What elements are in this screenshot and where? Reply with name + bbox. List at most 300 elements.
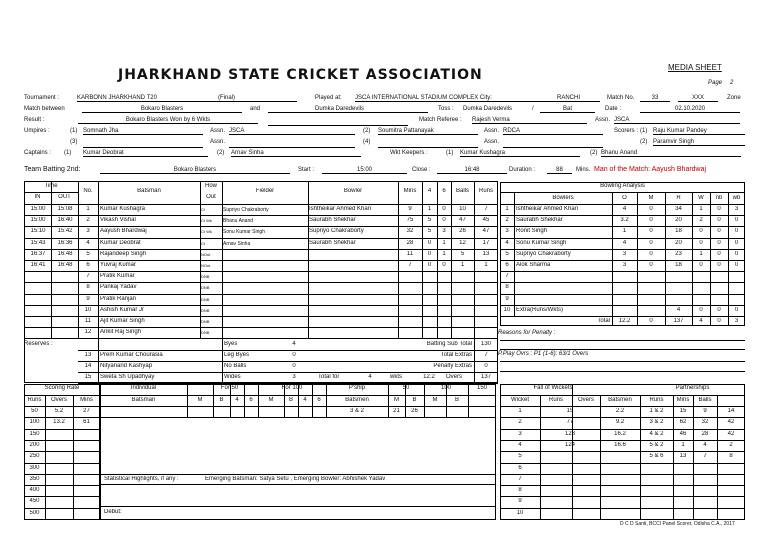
bowling-wb: 0 [734,239,739,246]
extras-row-line [78,350,498,351]
reserve-name: Sweta Sh Upadhyay [100,374,155,380]
batting-sixes: 1 [442,239,446,246]
bowling-o: 4 [622,206,627,212]
batsman-name: Ankit Raj Singh [100,329,142,336]
bowling-total-total_r: 137 [673,318,684,324]
sr-runs: 100 [29,419,40,426]
sr-overs: 13.2 [53,419,65,426]
batting-row-line [24,327,498,328]
header-bowling-o: O [622,195,627,201]
total-label: Penalty Extras [433,363,472,369]
how-out: DNB [201,296,210,302]
bowling-m: 0 [649,262,653,268]
batting-out-time: 15:42 [57,228,73,235]
match-no-value: 33 [640,95,670,102]
header-balls: Balls [455,188,469,194]
result-line [268,125,408,126]
bowling-bowler-name: Ishtheikar Ahmed Khan [516,206,579,212]
bowling-m: 0 [649,217,653,224]
bowling-nb: 0 [717,306,721,313]
bowling-w: 0 [699,239,703,246]
individual-sub-header: M [432,397,438,403]
batting-balls: 1 [460,262,465,268]
bowling-m: 0 [649,206,653,212]
header-in: IN [34,194,41,200]
pship-runs: 15 [679,408,687,414]
fielder-name [223,296,308,297]
bowling-w: 1 [699,206,703,212]
batting-in-time: 16:37 [30,250,46,257]
bowler-no: 4 [505,239,509,246]
bowling-w: 1 [699,250,703,257]
fow-runs: 124 [564,441,575,448]
batting-no: 10 [84,306,92,313]
referee-assn-label: Assn. [595,117,611,123]
batsman-name: Ajit Kumar Singh [100,318,145,324]
bowler-name: Saurabh Shekhar [309,239,356,246]
bowling-row-line [500,238,745,239]
bowling-bowler-name: Sonu Kumar Singh [516,239,567,246]
fielder-name [223,262,308,263]
individual-sub-header: B [219,397,224,403]
bowling-column-line [514,192,515,316]
bowling-r: 23 [675,250,682,257]
batting-no: 5 [86,250,90,257]
bowler-no: 6 [505,262,509,268]
pship-batsmen: 3 & 2 [349,408,364,414]
pship-batsmen: 5 & 6 [649,453,664,460]
umpire2-no: (2) [363,128,371,134]
duration-value: 88 [547,167,572,174]
header-no: No. [83,188,93,194]
header-bowling-w: W [698,195,704,201]
scoring-row-line [24,496,100,497]
umpire4-no: (4) [363,139,371,145]
individual-sub-header: M [394,397,399,403]
pship-balls: 42 [727,430,735,437]
batting-out-time: 16:48 [57,262,73,268]
umpire1-value: Somnath Jha [83,128,203,135]
batting-row-line [24,238,498,239]
batting-mins: 28 [406,239,414,246]
batting-no: 11 [84,318,92,324]
extra-label: Byes [224,341,238,347]
bowling-row-line [500,305,745,306]
total-label: Batting Sub Total [426,341,472,347]
batting-mins: 9 [408,206,412,212]
fielder-name [223,273,308,274]
umpires-label: Umpires : [24,128,50,134]
umpire3-assn-line [229,147,355,148]
scoring-row-line [24,474,100,475]
batting-fours: 0 [427,250,432,257]
sr-runs: 50 [31,408,38,414]
bowling-w: 0 [699,262,703,268]
bowling-nb: 0 [717,262,721,268]
how-out: Ct Wk [201,218,212,224]
pship-batsmen-header: Batsmen [345,397,369,403]
individual-sub-header: 6 [317,397,321,403]
team-b-value: Dumka Daredevils [268,106,428,113]
fow-header-mins: Mins [676,397,690,403]
team-total: 137 [480,374,491,380]
bowler-name: Saurabh Shekhar [309,217,356,224]
bowler-no: 5 [505,250,509,257]
bowling-total-label: Total [597,318,610,324]
umpire4-assn-line [503,147,603,148]
batting-balls: 47 [459,217,466,224]
captain1-value: Kumar Deobrat [83,150,208,157]
zone-label: Zone [727,95,741,101]
fow-runs: 123 [564,430,575,437]
total-value: 130 [480,341,491,347]
fielder-name: Supriyo Chakraborty [223,207,269,213]
batting-balls: 12 [459,239,466,246]
pship-runs: 1 [681,441,685,448]
total-value: 0 [484,363,488,369]
batsman-name: Pratik Kumar [100,273,135,280]
fow-overs: 16.2 [614,430,626,437]
batting-balls: 5 [460,250,465,257]
fow-wicket: 6 [518,464,522,471]
individual-sub-header: M [197,397,203,403]
batting-row-line [24,305,498,306]
umpire2-assn-value: RDCA [503,128,603,135]
batting-fours: 5 [427,228,432,235]
final-label: (Final) [218,95,236,101]
batting-mins: 32 [406,228,414,235]
bowling-wb: 3 [734,206,739,212]
header-mins: Mins [403,188,417,194]
fow-runs: 15 [566,408,574,414]
bowling-m: 0 [649,228,653,235]
time-header-line [24,192,78,193]
bowling-w: 2 [699,217,703,224]
bowling-bowler-name: Saurabh Shekhar [516,217,563,224]
captain1-no: (1) [64,150,72,156]
tournament-label: Tournament : [24,95,60,101]
extra-label: No Balls [224,363,247,369]
city-value: RANCHI [545,95,600,102]
start-label: Start : [298,167,315,173]
batsman-name: Kumar Deobrat [100,239,141,246]
batting-sixes: 1 [442,250,446,257]
header-out: OUT [58,194,71,200]
fow-overs: 2.2 [615,408,625,414]
captains-label: Captains : [24,150,52,156]
how-out: NOut [201,251,211,257]
total-for-label: Total for [318,374,340,380]
umpire3-line [83,147,203,148]
bowling-bowler-name: Ronit Singh [516,228,548,235]
header-sr-overs: Overs [50,397,67,403]
bowling-row-line [500,316,745,317]
bowling-total-total_m: 0 [649,318,653,324]
header-bowling-m: M [648,195,654,201]
bowler-no: 10 [503,306,511,313]
sr-runs: 350 [29,475,40,482]
pship-runs: 62 [679,419,687,426]
sr-runs: 250 [29,453,40,460]
bowling-o: 3 [622,250,627,257]
pship-mins: 28 [701,430,709,437]
batting-sixes: 0 [442,262,446,268]
fow-header-wicket: Wicket [511,397,529,403]
reserve-name: Nityanand Kashyap [100,363,153,369]
extra-label: Wides [224,374,241,380]
bowling-wb: 0 [734,306,739,313]
reasons-line-2 [500,349,745,350]
bowling-wb: 0 [734,250,739,257]
sr-runs: 500 [29,509,40,516]
batting-balls: 10 [459,206,466,212]
bowling-r: 34 [675,206,682,212]
bowling-nb: 0 [717,206,721,212]
bowling-row-line [500,249,745,250]
pship-balls: 26 [411,408,418,414]
batting-runs: 13 [482,250,490,257]
pship-balls: 42 [727,419,735,426]
total-overs: 12.2 [423,374,435,380]
batting-in-time: 15:10 [30,228,46,235]
header-bowler: Bowler [343,188,363,194]
for-50-label: For 50 [220,385,239,391]
pship-balls: 2 [729,441,733,448]
batting-fours: 0 [427,262,432,268]
umpire1-assn-value: JSCA [229,128,355,135]
pship-runs: 46 [679,430,687,437]
sr-runs: 400 [29,487,40,494]
individual-title: Individual [130,385,157,391]
bowler-no: 9 [505,295,509,302]
highlights-line [100,484,496,485]
reserve-no: 15 [84,374,92,380]
result-value: Bokaro Blasters Won by 6 Wkts [78,117,258,124]
batting-no: 6 [86,262,90,268]
debut-label: Debut: [104,509,122,515]
fielder-name [223,329,308,330]
header-bowling-r: R [676,195,681,201]
team-a-value: Bokaro Blasters [82,106,242,113]
umpire3-assn-label: Assn. [210,139,226,145]
batting-no: 8 [86,284,90,291]
bowler-no: 2 [505,217,509,224]
bowler-name: Supriyo Chakraborty [309,228,364,235]
umpire1-no: (1) [70,128,78,134]
individual-sub-header: M [268,397,274,403]
bowling-r: 4 [676,306,681,313]
mins-label: Mins. [576,167,591,173]
batting-in-time: 15:00 [30,206,46,212]
bowling-r: 18 [675,228,682,235]
fow-wicket: 8 [518,487,522,494]
man-of-the-match: Man of the Match: Aayush Bhardwaj [594,166,707,173]
highlights-text: Emerging Batsman: Satya Setu , Emerging Bowler: Abhishek Yadav [205,476,386,482]
fow-row-line [500,485,745,486]
bowling-bowler-name: Supriyo Chakraborty [516,250,571,257]
reasons-for-penalty: Reasons for Penalty : [498,330,556,336]
fow-row-line [500,451,745,452]
how-out: DNB [201,307,210,313]
batting-fours: 0 [427,239,432,246]
umpire2-value: Soumitra Pattanayak [378,128,478,135]
bowling-wb: 0 [734,228,739,235]
sr-runs: 200 [29,441,40,448]
reserves-column-line [98,339,99,383]
sr-overs: 5.2 [54,408,64,414]
pplay-line [500,361,745,362]
bowling-nb: 0 [717,228,721,235]
scoring-row-line [24,429,100,430]
batting-no: 12 [84,329,92,336]
match-no-label: Match No. [607,95,635,101]
bowling-row-line [500,294,745,295]
pship-batsmen: 3 & 2 [649,419,664,426]
scoring-row-line [24,508,100,509]
date-value: 02.10.2020 [640,106,740,113]
batting-runs: 1 [484,262,488,268]
bowling-m: 0 [649,250,653,257]
wk2-value: Bhanu Anand [601,150,741,157]
batsman-name: Aayush Bhardwaj [100,228,147,235]
captain2-no: (2) [217,150,225,156]
bowler-no: 1 [505,206,509,212]
fow-header-runs: Runs [548,397,563,403]
sr-mins: 27 [83,408,90,414]
fielder-name: Sonu Kumar Singh [223,229,265,236]
batting-row-line [24,316,498,317]
pship-balls: 14 [727,408,735,414]
batting-fours: 1 [427,206,432,212]
batting-sixes: 3 [442,228,446,235]
fow-wicket: 1 [518,408,522,414]
individual-sub-header: B [454,397,459,403]
sr-runs: 450 [29,498,40,505]
batting-sixes: 0 [442,206,446,212]
fielder-name: Bhanu Anand [223,218,254,225]
extra-value: 4 [292,341,296,347]
sr-mins: 61 [83,419,90,426]
date-label: Date : [605,106,622,112]
pship-batsmen: 5 & 2 [649,441,664,448]
total-wkts: 4 [368,374,372,380]
bowling-r: 20 [675,217,682,224]
batting-row-line [24,215,498,216]
pship-mins: 21 [393,408,400,414]
batting-row-line [24,260,498,261]
bowling-o: 3.2 [620,217,629,224]
header-runs: Runs [478,188,493,194]
individual-sub-header: B [412,397,417,403]
batting-no: 3 [86,228,90,235]
bowling-total-total_nb: 0 [717,318,721,324]
fow-header-balls: Balls [698,397,712,403]
batting-balls: 26 [459,228,466,235]
header-batsman: Batsman [137,188,161,194]
batsman-name: Ashish Kumar Jr [100,306,145,313]
pship-150: 150 [476,385,487,391]
bowling-row-line [500,271,745,272]
played-at-label: Played at: [315,95,342,101]
pship-mins: 32 [701,419,709,426]
extra-label: Leg Byes [224,352,250,358]
close-label: Close : [412,167,431,173]
batting-row-line [24,204,498,205]
scoring-row-line [24,451,100,452]
fow-wicket: 2 [518,419,522,426]
reserves-label: Reserves : [24,341,53,347]
bowling-header-line [500,204,745,205]
fow-wicket: 3 [518,430,522,437]
total-value: 7 [484,352,488,358]
fow-header-runs2: Runs [649,397,664,403]
batting-in-time: 15:00 [30,217,46,224]
bowling-o: 4 [622,239,627,246]
individual-sub-header: 4 [303,397,307,403]
bowling-column-line [637,192,638,326]
bowling-nb: 0 [717,217,721,224]
bowler-no: 7 [505,273,509,280]
pship-batsmen: 1 & 2 [649,408,664,414]
page-label: Page [708,80,723,86]
team-batting-label: Team Batting 2nd: [24,166,81,173]
partnerships-title: Partnerships [675,385,710,391]
referee-assn-value: JSCA [614,117,740,124]
bowling-r: 20 [675,239,682,246]
batting-no: 9 [86,295,90,302]
batting-mins: 7 [408,262,412,268]
sr-runs: 150 [29,430,40,437]
bowling-wb: 0 [734,217,739,224]
fielder-name [223,307,308,308]
extras-column-line [222,339,223,383]
start-value: 15:00 [322,167,407,174]
association-title: JHARKHAND STATE CRICKET ASSOCIATION [118,67,483,83]
media-sheet-label: MEDIA SHEET [668,63,722,72]
played-at-value: JSCA INTERNATIONAL STADIUM COMPLEX City: [355,95,545,102]
bowling-w: 0 [699,306,703,313]
bowling-nb: 0 [717,239,721,246]
batting-in-time: 16:41 [30,262,46,268]
bowling-r: 18 [675,262,682,268]
bowling-column-line [612,192,613,326]
fielder-name [223,251,308,252]
bowling-row-line [500,282,745,283]
batsman-name: Yuvraj Kumar [100,262,137,268]
pship-100: 100 [440,385,451,391]
highlights-line [100,474,496,475]
header-out2: Out [206,194,216,200]
batsman-name: Vikash Vishal [100,217,136,224]
how-out: DNB [201,330,210,336]
umpire4-line [378,147,478,148]
extras-row-line [78,361,498,362]
header-bowling-nb: nb [715,195,723,201]
scoring-row-line [24,463,100,464]
scoring-row-line [24,406,100,407]
fow-wicket: 9 [518,498,522,505]
reserve-no: 13 [84,352,92,358]
fow-row-line [500,474,745,475]
pship-batsmen: 4 & 2 [649,430,664,437]
how-out: DNB [201,274,210,280]
bowling-o: 3 [622,262,627,268]
scorer2-no: (2) [640,139,648,145]
bowler-no: 3 [505,228,509,235]
fall-of-wickets-title: Fall of Wickets [533,385,573,391]
close-value: 16:48 [437,167,507,174]
bowling-nb: 0 [717,250,721,257]
